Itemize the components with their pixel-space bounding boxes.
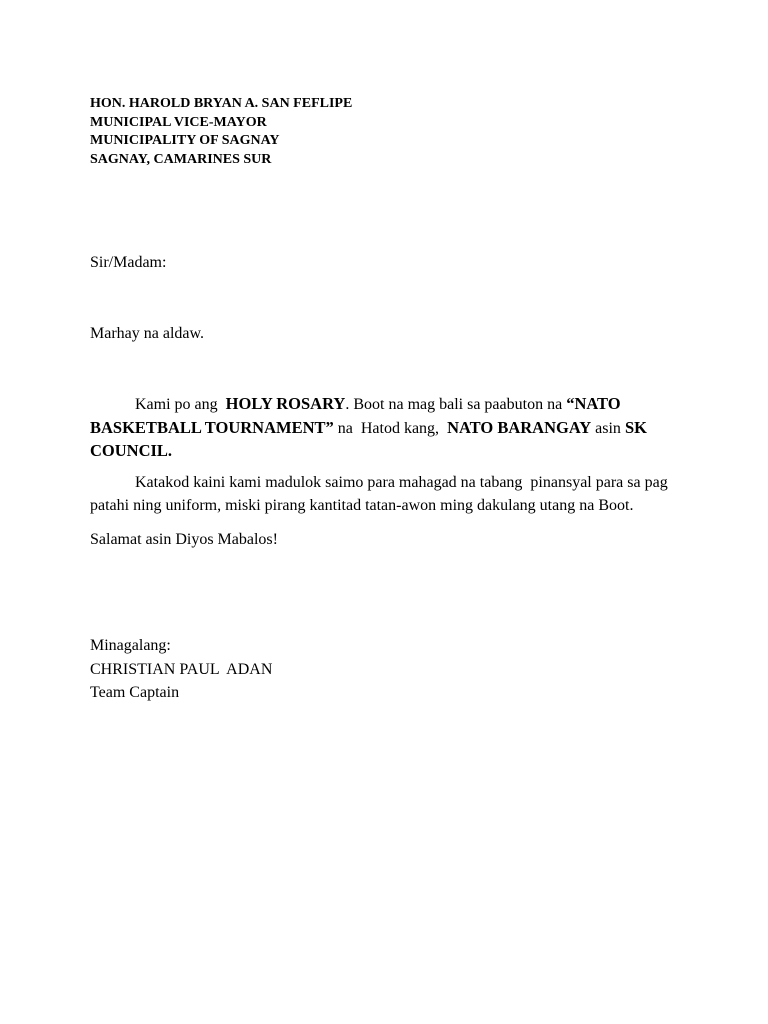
organizer-sk-council: SK COUNCIL. [90,417,647,460]
team-name: HOLY ROSARY [225,394,346,413]
body-paragraph-support: Katakod kaini kami madulok saimo para mahagad na tabang pinansyal para sa pag patahi ning uniform, miski pirang kantitad tatan-awon ming dakulang utang na Boot. [90,474,672,514]
addressee-office: MUNICIPALITY OF SAGNAY [90,133,280,148]
organizer-barangay: NATO BARANGAY [447,417,592,437]
closing: Minagalang: [90,637,171,654]
thanks-line: Salamat asin Diyos Mabalos! [90,531,278,548]
body-paragraph-request [90,393,650,464]
signatory-name: CHRISTIAN PAUL ADAN [90,660,273,678]
paragraph-text: . Boot na mag bali sa paabuton na [345,396,567,413]
greeting: Marhay na aldaw. [90,325,205,342]
signature-block [90,634,272,705]
addressee-name: HON. HAROLD BRYAN A. SAN FEFLIPE [90,96,353,111]
addressee-block [90,95,352,169]
signatory-title: Team Captain [90,684,180,701]
salutation: Sir/Madam: [90,254,167,271]
addressee-location: SAGNAY, CAMARINES SUR [90,151,272,167]
paragraph-text: Kami po ang [135,396,226,413]
addressee-position: MUNICIPAL VICE-MAYOR [90,114,267,130]
paragraph-text: asin [591,419,625,437]
paragraph-text: na Hatod kang, [333,419,448,437]
event-name: “NATO BASKETBALL TOURNAMENT” [90,394,621,437]
